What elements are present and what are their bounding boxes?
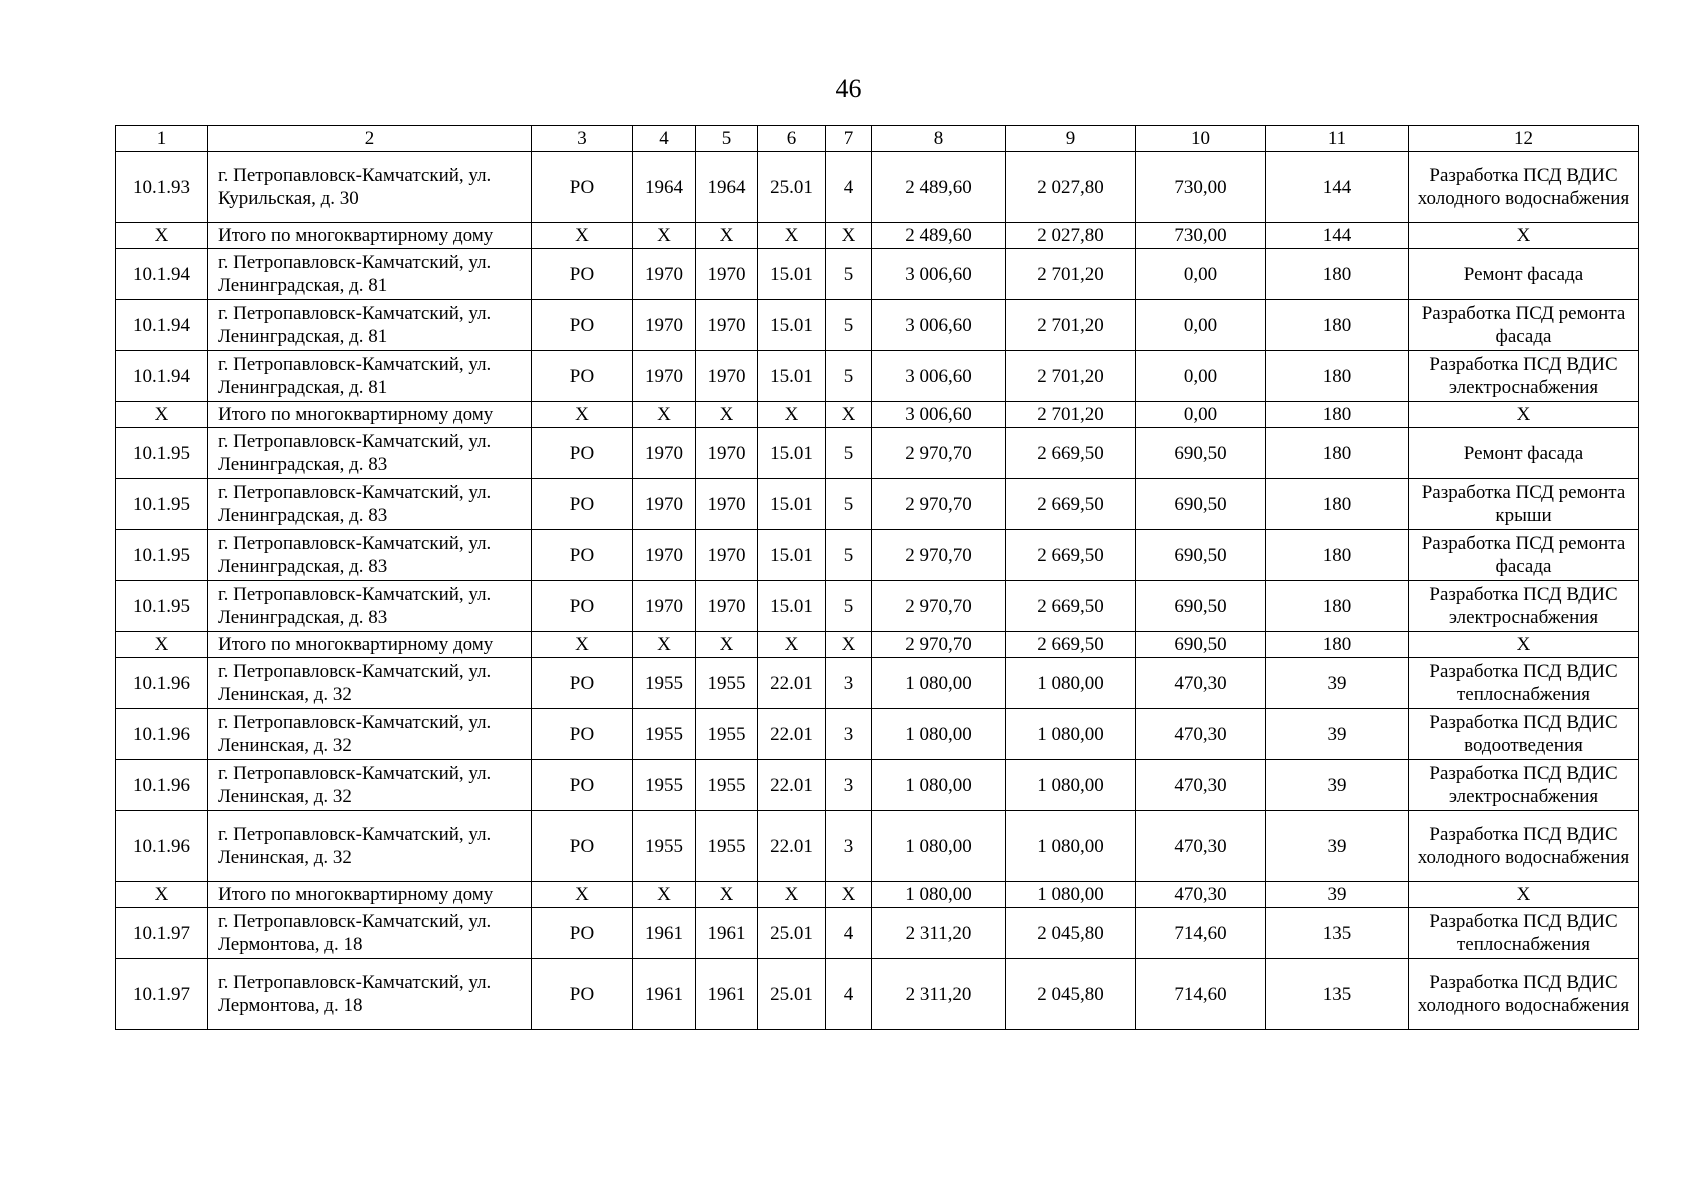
code-cell: 15.01 xyxy=(758,428,826,479)
non-living-area-cell: 470,30 xyxy=(1136,760,1266,811)
year-commissioned-cell: 1970 xyxy=(696,428,758,479)
code-cell: Х xyxy=(758,402,826,428)
owner-type-cell: РО xyxy=(532,351,633,402)
year-commissioned-cell: 1970 xyxy=(696,530,758,581)
floors-cell: 5 xyxy=(826,428,872,479)
code-cell: 22.01 xyxy=(758,709,826,760)
non-living-area-cell: 690,50 xyxy=(1136,479,1266,530)
work-type-cell: Разработка ПСД ВДИС холодного водоснабжения xyxy=(1409,811,1639,882)
non-living-area-cell: 714,60 xyxy=(1136,908,1266,959)
owner-type-cell: РО xyxy=(532,428,633,479)
year-commissioned-cell: 1970 xyxy=(696,249,758,300)
year-built-cell: 1970 xyxy=(633,479,696,530)
floors-cell: 3 xyxy=(826,709,872,760)
floors-cell: 4 xyxy=(826,152,872,223)
year-built-cell: 1970 xyxy=(633,530,696,581)
total-row xyxy=(116,632,1639,658)
table-row xyxy=(116,658,1639,709)
total-area-cell: 1 080,00 xyxy=(872,709,1006,760)
year-built-cell: 1961 xyxy=(633,908,696,959)
non-living-area-cell: 690,50 xyxy=(1136,632,1266,658)
year-built-cell: Х xyxy=(633,632,696,658)
year-built-cell: 1970 xyxy=(633,428,696,479)
total-area-cell: 3 006,60 xyxy=(872,249,1006,300)
address-cell: Итого по многоквартирному дому xyxy=(208,882,532,908)
address-cell: Итого по многоквартирному дому xyxy=(208,402,532,428)
work-type-cell: Х xyxy=(1409,223,1639,249)
year-commissioned-cell: 1970 xyxy=(696,479,758,530)
address-cell: г. Петропавловск-Камчатский, ул. Лермонтова, д. 18 xyxy=(208,959,532,1030)
page-number: 46 xyxy=(835,74,862,103)
address-cell: Итого по многоквартирному дому xyxy=(208,223,532,249)
residents-cell: 180 xyxy=(1266,300,1409,351)
residents-cell: 144 xyxy=(1266,223,1409,249)
total-area-cell: 3 006,60 xyxy=(872,300,1006,351)
floors-cell: 5 xyxy=(826,249,872,300)
year-built-cell: 1955 xyxy=(633,709,696,760)
table-body xyxy=(116,126,1639,1030)
item-number-cell: 10.1.97 xyxy=(116,959,208,1030)
table-row xyxy=(116,300,1639,351)
residents-cell: 135 xyxy=(1266,959,1409,1030)
item-number-cell: 10.1.94 xyxy=(116,351,208,402)
year-built-cell: 1970 xyxy=(633,249,696,300)
residents-cell: 144 xyxy=(1266,152,1409,223)
year-built-cell: Х xyxy=(633,223,696,249)
column-number: 2 xyxy=(208,126,532,152)
non-living-area-cell: 690,50 xyxy=(1136,581,1266,632)
year-commissioned-cell: Х xyxy=(696,882,758,908)
year-commissioned-cell: Х xyxy=(696,402,758,428)
address-cell: г. Петропавловск-Камчатский, ул. Ленинградская, д. 83 xyxy=(208,581,532,632)
table-row xyxy=(116,152,1639,223)
floors-cell: 4 xyxy=(826,908,872,959)
year-built-cell: 1970 xyxy=(633,351,696,402)
address-cell: г. Петропавловск-Камчатский, ул. Ленинградская, д. 83 xyxy=(208,428,532,479)
table-row xyxy=(116,428,1639,479)
living-area-cell: 2 027,80 xyxy=(1006,223,1136,249)
address-cell: г. Петропавловск-Камчатский, ул. Ленинская, д. 32 xyxy=(208,709,532,760)
column-number-row xyxy=(116,126,1639,152)
address-cell: г. Петропавловск-Камчатский, ул. Ленинградская, д. 81 xyxy=(208,249,532,300)
total-area-cell: 1 080,00 xyxy=(872,760,1006,811)
table-row xyxy=(116,811,1639,882)
address-cell: г. Петропавловск-Камчатский, ул. Лермонтова, д. 18 xyxy=(208,908,532,959)
address-cell: г. Петропавловск-Камчатский, ул. Ленинградская, д. 83 xyxy=(208,479,532,530)
work-type-cell: Ремонт фасада xyxy=(1409,249,1639,300)
year-built-cell: 1970 xyxy=(633,300,696,351)
year-commissioned-cell: 1955 xyxy=(696,760,758,811)
living-area-cell: 1 080,00 xyxy=(1006,658,1136,709)
code-cell: 22.01 xyxy=(758,811,826,882)
item-number-cell: Х xyxy=(116,223,208,249)
total-area-cell: 2 970,70 xyxy=(872,632,1006,658)
total-area-cell: 2 311,20 xyxy=(872,959,1006,1030)
living-area-cell: 1 080,00 xyxy=(1006,709,1136,760)
non-living-area-cell: 690,50 xyxy=(1136,530,1266,581)
floors-cell: Х xyxy=(826,632,872,658)
code-cell: 25.01 xyxy=(758,908,826,959)
total-area-cell: 2 970,70 xyxy=(872,530,1006,581)
code-cell: Х xyxy=(758,223,826,249)
year-commissioned-cell: 1961 xyxy=(696,908,758,959)
year-built-cell: 1955 xyxy=(633,811,696,882)
code-cell: 15.01 xyxy=(758,351,826,402)
item-number-cell: 10.1.95 xyxy=(116,530,208,581)
column-number: 8 xyxy=(872,126,1006,152)
total-area-cell: 2 489,60 xyxy=(872,223,1006,249)
item-number-cell: 10.1.96 xyxy=(116,709,208,760)
column-number: 12 xyxy=(1409,126,1639,152)
work-type-cell: Разработка ПСД ВДИС холодного водоснабжения xyxy=(1409,959,1639,1030)
residents-cell: 39 xyxy=(1266,709,1409,760)
owner-type-cell: Х xyxy=(532,402,633,428)
code-cell: Х xyxy=(758,882,826,908)
total-area-cell: 2 970,70 xyxy=(872,581,1006,632)
year-commissioned-cell: 1955 xyxy=(696,658,758,709)
owner-type-cell: Х xyxy=(532,882,633,908)
item-number-cell: 10.1.96 xyxy=(116,811,208,882)
code-cell: 15.01 xyxy=(758,581,826,632)
owner-type-cell: РО xyxy=(532,811,633,882)
year-commissioned-cell: Х xyxy=(696,632,758,658)
floors-cell: 3 xyxy=(826,658,872,709)
work-type-cell: Х xyxy=(1409,632,1639,658)
floors-cell: 5 xyxy=(826,530,872,581)
floors-cell: 5 xyxy=(826,479,872,530)
year-built-cell: Х xyxy=(633,882,696,908)
table-row xyxy=(116,351,1639,402)
floors-cell: Х xyxy=(826,402,872,428)
residents-cell: 180 xyxy=(1266,428,1409,479)
item-number-cell: 10.1.95 xyxy=(116,428,208,479)
residents-cell: 39 xyxy=(1266,658,1409,709)
owner-type-cell: РО xyxy=(532,658,633,709)
living-area-cell: 2 669,50 xyxy=(1006,530,1136,581)
code-cell: 15.01 xyxy=(758,479,826,530)
year-built-cell: 1964 xyxy=(633,152,696,223)
year-built-cell: 1955 xyxy=(633,658,696,709)
owner-type-cell: РО xyxy=(532,152,633,223)
owner-type-cell: РО xyxy=(532,479,633,530)
column-number: 6 xyxy=(758,126,826,152)
living-area-cell: 2 669,50 xyxy=(1006,632,1136,658)
year-commissioned-cell: 1970 xyxy=(696,351,758,402)
living-area-cell: 1 080,00 xyxy=(1006,882,1136,908)
item-number-cell: 10.1.93 xyxy=(116,152,208,223)
work-type-cell: Разработка ПСД ВДИС электроснабжения xyxy=(1409,581,1639,632)
column-number: 5 xyxy=(696,126,758,152)
owner-type-cell: РО xyxy=(532,249,633,300)
non-living-area-cell: 470,30 xyxy=(1136,811,1266,882)
work-type-cell: Х xyxy=(1409,402,1639,428)
column-number: 9 xyxy=(1006,126,1136,152)
residents-cell: 180 xyxy=(1266,351,1409,402)
table-row xyxy=(116,959,1639,1030)
living-area-cell: 1 080,00 xyxy=(1006,760,1136,811)
floors-cell: 5 xyxy=(826,351,872,402)
owner-type-cell: РО xyxy=(532,760,633,811)
year-commissioned-cell: 1964 xyxy=(696,152,758,223)
living-area-cell: 2 669,50 xyxy=(1006,428,1136,479)
code-cell: 15.01 xyxy=(758,249,826,300)
living-area-cell: 1 080,00 xyxy=(1006,811,1136,882)
code-cell: 15.01 xyxy=(758,530,826,581)
owner-type-cell: РО xyxy=(532,959,633,1030)
total-area-cell: 1 080,00 xyxy=(872,882,1006,908)
floors-cell: 3 xyxy=(826,811,872,882)
living-area-cell: 2 701,20 xyxy=(1006,402,1136,428)
year-commissioned-cell: 1961 xyxy=(696,959,758,1030)
code-cell: 15.01 xyxy=(758,300,826,351)
total-area-cell: 2 970,70 xyxy=(872,428,1006,479)
work-type-cell: Разработка ПСД ВДИС холодного водоснабжения xyxy=(1409,152,1639,223)
capital-repair-table xyxy=(115,125,1639,1030)
column-number: 10 xyxy=(1136,126,1266,152)
address-cell: Итого по многоквартирному дому xyxy=(208,632,532,658)
item-number-cell: 10.1.94 xyxy=(116,249,208,300)
year-commissioned-cell: 1955 xyxy=(696,709,758,760)
work-type-cell: Разработка ПСД ВДИС электроснабжения xyxy=(1409,351,1639,402)
total-area-cell: 2 489,60 xyxy=(872,152,1006,223)
address-cell: г. Петропавловск-Камчатский, ул. Ленинградская, д. 81 xyxy=(208,351,532,402)
address-cell: г. Петропавловск-Камчатский, ул. Ленинградская, д. 83 xyxy=(208,530,532,581)
floors-cell: 3 xyxy=(826,760,872,811)
item-number-cell: 10.1.95 xyxy=(116,479,208,530)
column-number: 3 xyxy=(532,126,633,152)
column-number: 11 xyxy=(1266,126,1409,152)
item-number-cell: 10.1.96 xyxy=(116,658,208,709)
work-type-cell: Разработка ПСД ВДИС электроснабжения xyxy=(1409,760,1639,811)
non-living-area-cell: 0,00 xyxy=(1136,351,1266,402)
non-living-area-cell: 470,30 xyxy=(1136,658,1266,709)
item-number-cell: 10.1.96 xyxy=(116,760,208,811)
year-commissioned-cell: 1970 xyxy=(696,300,758,351)
floors-cell: 5 xyxy=(826,581,872,632)
table-row xyxy=(116,479,1639,530)
owner-type-cell: РО xyxy=(532,300,633,351)
address-cell: г. Петропавловск-Камчатский, ул. Ленинградская, д. 81 xyxy=(208,300,532,351)
total-area-cell: 1 080,00 xyxy=(872,658,1006,709)
non-living-area-cell: 714,60 xyxy=(1136,959,1266,1030)
year-commissioned-cell: 1970 xyxy=(696,581,758,632)
item-number-cell: Х xyxy=(116,402,208,428)
residents-cell: 180 xyxy=(1266,402,1409,428)
code-cell: 25.01 xyxy=(758,152,826,223)
column-number: 7 xyxy=(826,126,872,152)
living-area-cell: 2 669,50 xyxy=(1006,581,1136,632)
non-living-area-cell: 690,50 xyxy=(1136,428,1266,479)
year-commissioned-cell: Х xyxy=(696,223,758,249)
non-living-area-cell: 0,00 xyxy=(1136,249,1266,300)
table-row xyxy=(116,709,1639,760)
item-number-cell: 10.1.94 xyxy=(116,300,208,351)
owner-type-cell: РО xyxy=(532,530,633,581)
living-area-cell: 2 045,80 xyxy=(1006,908,1136,959)
owner-type-cell: РО xyxy=(532,908,633,959)
table-row xyxy=(116,908,1639,959)
residents-cell: 180 xyxy=(1266,479,1409,530)
column-number: 1 xyxy=(116,126,208,152)
year-built-cell: Х xyxy=(633,402,696,428)
item-number-cell: Х xyxy=(116,882,208,908)
residents-cell: 39 xyxy=(1266,760,1409,811)
non-living-area-cell: 0,00 xyxy=(1136,300,1266,351)
code-cell: 22.01 xyxy=(758,760,826,811)
total-area-cell: 1 080,00 xyxy=(872,811,1006,882)
residents-cell: 39 xyxy=(1266,882,1409,908)
year-built-cell: 1961 xyxy=(633,959,696,1030)
residents-cell: 39 xyxy=(1266,811,1409,882)
floors-cell: 4 xyxy=(826,959,872,1030)
work-type-cell: Разработка ПСД ВДИС водоотведения xyxy=(1409,709,1639,760)
non-living-area-cell: 0,00 xyxy=(1136,402,1266,428)
non-living-area-cell: 730,00 xyxy=(1136,152,1266,223)
work-type-cell: Разработка ПСД ВДИС теплоснабжения xyxy=(1409,658,1639,709)
total-row xyxy=(116,402,1639,428)
total-area-cell: 3 006,60 xyxy=(872,402,1006,428)
total-area-cell: 2 970,70 xyxy=(872,479,1006,530)
non-living-area-cell: 730,00 xyxy=(1136,223,1266,249)
year-commissioned-cell: 1955 xyxy=(696,811,758,882)
code-cell: 22.01 xyxy=(758,658,826,709)
residents-cell: 180 xyxy=(1266,632,1409,658)
item-number-cell: 10.1.97 xyxy=(116,908,208,959)
total-area-cell: 2 311,20 xyxy=(872,908,1006,959)
residents-cell: 180 xyxy=(1266,249,1409,300)
residents-cell: 180 xyxy=(1266,530,1409,581)
living-area-cell: 2 027,80 xyxy=(1006,152,1136,223)
total-area-cell: 3 006,60 xyxy=(872,351,1006,402)
item-number-cell: Х xyxy=(116,632,208,658)
owner-type-cell: Х xyxy=(532,632,633,658)
year-built-cell: 1970 xyxy=(633,581,696,632)
living-area-cell: 2 701,20 xyxy=(1006,351,1136,402)
total-row xyxy=(116,882,1639,908)
living-area-cell: 2 701,20 xyxy=(1006,249,1136,300)
floors-cell: Х xyxy=(826,223,872,249)
work-type-cell: Разработка ПСД ВДИС теплоснабжения xyxy=(1409,908,1639,959)
table-row xyxy=(116,249,1639,300)
floors-cell: 5 xyxy=(826,300,872,351)
total-row xyxy=(116,223,1639,249)
table-row xyxy=(116,530,1639,581)
owner-type-cell: РО xyxy=(532,709,633,760)
non-living-area-cell: 470,30 xyxy=(1136,709,1266,760)
living-area-cell: 2 045,80 xyxy=(1006,959,1136,1030)
non-living-area-cell: 470,30 xyxy=(1136,882,1266,908)
work-type-cell: Х xyxy=(1409,882,1639,908)
address-cell: г. Петропавловск-Камчатский, ул. Курильская, д. 30 xyxy=(208,152,532,223)
work-type-cell: Ремонт фасада xyxy=(1409,428,1639,479)
floors-cell: Х xyxy=(826,882,872,908)
residents-cell: 135 xyxy=(1266,908,1409,959)
address-cell: г. Петропавловск-Камчатский, ул. Ленинская, д. 32 xyxy=(208,658,532,709)
living-area-cell: 2 701,20 xyxy=(1006,300,1136,351)
residents-cell: 180 xyxy=(1266,581,1409,632)
work-type-cell: Разработка ПСД ремонта фасада xyxy=(1409,300,1639,351)
owner-type-cell: Х xyxy=(532,223,633,249)
table-row xyxy=(116,760,1639,811)
year-built-cell: 1955 xyxy=(633,760,696,811)
work-type-cell: Разработка ПСД ремонта крыши xyxy=(1409,479,1639,530)
table-row xyxy=(116,581,1639,632)
code-cell: Х xyxy=(758,632,826,658)
column-number: 4 xyxy=(633,126,696,152)
code-cell: 25.01 xyxy=(758,959,826,1030)
address-cell: г. Петропавловск-Камчатский, ул. Ленинская, д. 32 xyxy=(208,811,532,882)
work-type-cell: Разработка ПСД ремонта фасада xyxy=(1409,530,1639,581)
item-number-cell: 10.1.95 xyxy=(116,581,208,632)
living-area-cell: 2 669,50 xyxy=(1006,479,1136,530)
address-cell: г. Петропавловск-Камчатский, ул. Ленинская, д. 32 xyxy=(208,760,532,811)
owner-type-cell: РО xyxy=(532,581,633,632)
